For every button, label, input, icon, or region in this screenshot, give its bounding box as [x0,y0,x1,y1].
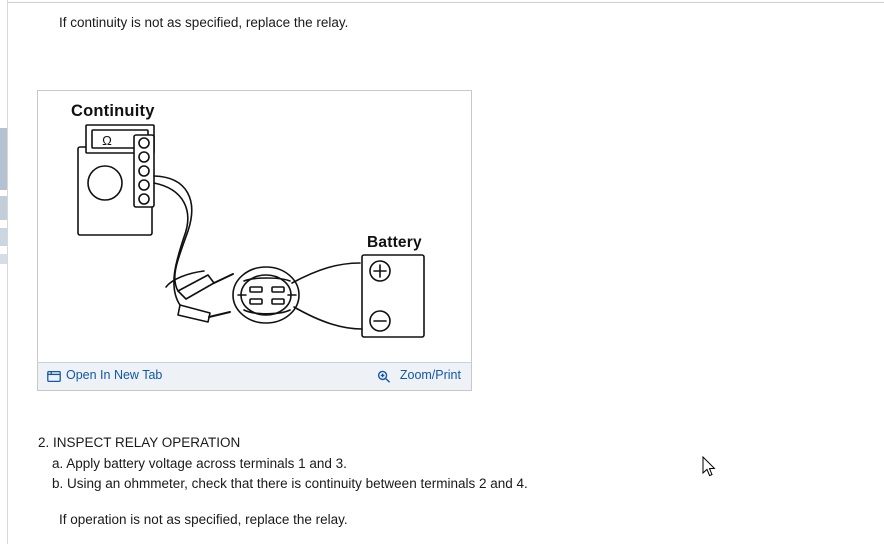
step-item-b: b. Using an ohmmeter, check that there is continuity between terminals 2 and 4. [52,476,528,491]
intro-paragraph: If continuity is not as specified, replace the relay. [59,15,349,30]
new-tab-icon [47,370,61,383]
magnifier-icon [377,370,391,383]
figure-image [38,91,471,363]
left-edge-artifact-1 [0,128,7,190]
step-title: 2. INSPECT RELAY OPERATION [38,435,241,450]
zoom-print-link[interactable]: Zoom/Print [399,368,461,382]
svg-text:Ω: Ω [102,133,112,148]
figure-card [37,90,472,391]
left-edge-strip [0,0,8,544]
open-in-new-tab-link[interactable]: Open In New Tab [66,368,163,382]
figure-label-battery: Battery [367,234,422,251]
continuity-test-diagram [38,91,471,363]
step-item-a: a. Apply battery voltage across terminals 1 and 3. [52,455,347,471]
left-edge-artifact-2 [0,196,7,220]
top-divider [0,2,884,3]
closing-paragraph: If operation is not as specified, replace the relay. [59,512,348,527]
figure-toolbar [38,362,471,390]
left-edge-artifact-3 [0,228,7,246]
procedure-steps [38,433,738,495]
figure-label-continuity: Continuity [71,102,155,120]
left-edge-artifact-4 [0,254,7,264]
